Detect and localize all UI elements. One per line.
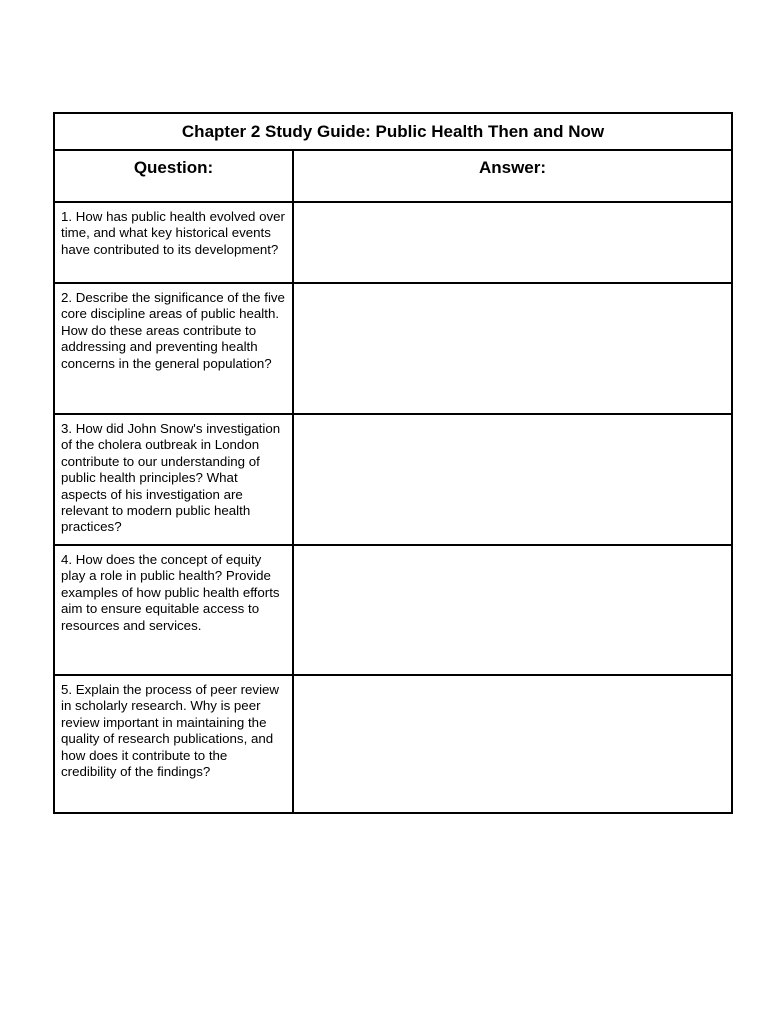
table-row bbox=[54, 545, 732, 675]
header-row bbox=[54, 150, 732, 202]
answer-cell-2[interactable] bbox=[293, 283, 732, 414]
answer-cell-3[interactable] bbox=[293, 414, 732, 545]
study-guide-table bbox=[53, 112, 733, 814]
question-text: 1. How has public health evolved over time, and what key historical events have contributed to its development? bbox=[61, 209, 285, 257]
answer-cell-1[interactable] bbox=[293, 202, 732, 283]
question-cell-2 bbox=[54, 283, 293, 414]
question-header-label: Question: bbox=[133, 158, 214, 177]
answer-cell-5[interactable] bbox=[293, 675, 732, 813]
table-row bbox=[54, 675, 732, 813]
answer-header bbox=[293, 150, 732, 202]
question-cell-3 bbox=[54, 414, 293, 545]
table-row bbox=[54, 283, 732, 414]
question-text: 4. How does the concept of equity play a role in public health? Provide examples of how public health efforts aim to ensure equitable access to resources and services. bbox=[61, 552, 280, 633]
answer-cell-4[interactable] bbox=[293, 545, 732, 675]
question-cell-4 bbox=[54, 545, 293, 675]
question-text: 3. How did John Snow's investigation of the cholera outbreak in London contribute to our understanding of public health principles? What aspects of his investigation are relevant to modern public health practices? bbox=[61, 421, 281, 535]
question-cell-1 bbox=[54, 202, 293, 283]
question-text: 5. Explain the process of peer review in scholarly research. Why is peer review important in maintaining the quality of research publications, and how does it contribute to the credibility of the findings? bbox=[61, 682, 280, 780]
title-row bbox=[54, 113, 732, 150]
question-cell-5 bbox=[54, 675, 293, 813]
table-row bbox=[54, 202, 732, 283]
question-text: 2. Describe the significance of the five core discipline areas of public health. How do these areas contribute to addressing and preventing health concerns in the general population? bbox=[61, 290, 285, 371]
answer-header-label: Answer: bbox=[478, 158, 547, 177]
question-header bbox=[54, 150, 293, 202]
table-row bbox=[54, 414, 732, 545]
table-title: Chapter 2 Study Guide: Public Health Then and Now bbox=[54, 113, 732, 150]
